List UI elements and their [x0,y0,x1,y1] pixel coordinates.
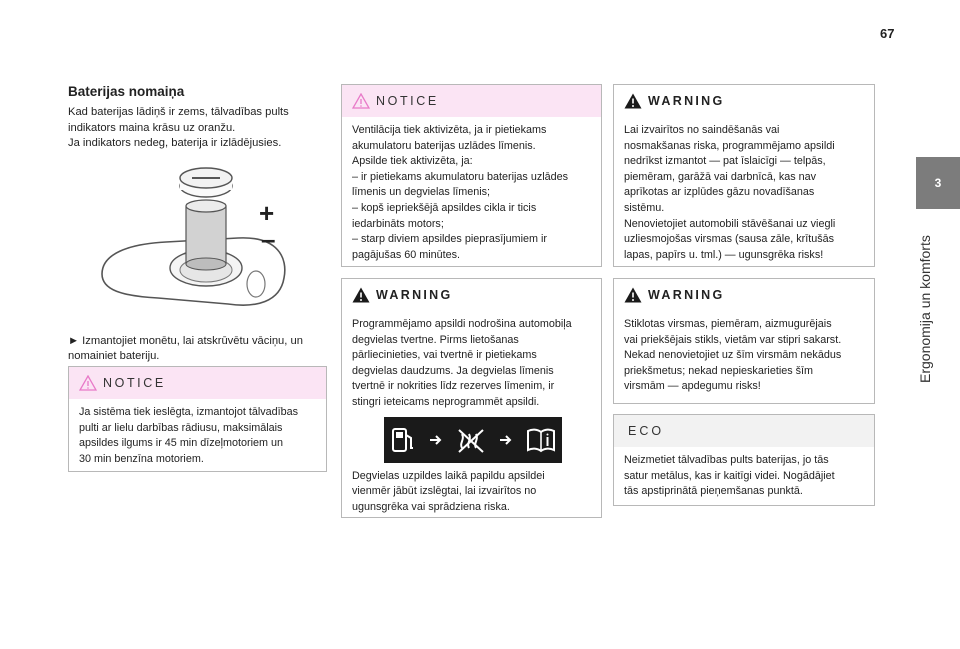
warning-text: Programmējamo apsildi nodrošina automobiļa degvielas tvertne. Pirms lietošanas pārliecinieties, vai tvertnē ir pietiekams degvielas daudzums. Ja degvielas līmenis tvertnē ir nokrities līdz rezerves līmenim, ir stingri ieteicams neprogrammēt apsildi. [352,318,572,408]
heating-off-icon [456,426,486,454]
arrow-icon [428,432,444,448]
battery-replacement-section [68,84,326,365]
notice-box-ventilation [341,84,602,267]
warning-triangle-icon [352,287,370,303]
fuel-pump-icon [390,426,416,454]
eco-box-battery-disposal [613,414,875,506]
manual-info-icon [526,427,556,453]
warning-box-garage [613,84,875,267]
eco-text: Neizmetiet tālvadības pults baterijas, jo tās satur metālus, kas ir kaitīgi videi. Nogādājiet tās apstiprinātā pieņemšanas punktā. [624,454,835,498]
warning-triangle-icon [624,93,642,109]
warning-box-glass [613,278,875,404]
notice-text: Ventilācija tiek aktivizēta, ja ir pietiekams akumulatoru baterijas uzlādes līmenis. Apsilde tiek aktivizēta, ja: – ir pietiekams akumulatoru baterijas uzlādes līmenis un degvielas līmenis; – kopš iepriekšējā apsildes cikla ir ticis iedarbināts motors; – starp diviem apsildes pieprasījumiem ir pagājušas 60 minūtes. [352,124,569,261]
warning-footer-text: Degvielas uzpildes laikā papildu apsildei vienmēr jābūt izslēgtai, lai izvairītos no ugunsgrēka vai sprādziena riska. [352,469,545,513]
warning-triangle-icon [624,287,642,303]
notice-title: NOTICE [103,376,166,390]
arrow-icon [498,432,514,448]
warning-header [614,85,874,117]
warning-header [614,279,874,311]
minus-symbol: – [261,223,276,254]
warning-text: Stiklotas virsmas, piemēram, aizmugurējais vai priekšējais stikls, vietām var stipri sakarst. Nekad nenovietojiet uz šīm virsmām nekādus priekšmetus; nekad nepieskarieties šīm virsmām — apdegumu risks! [624,318,842,393]
eco-header [614,415,874,447]
warning-title: WARNING [648,94,725,108]
notice-title: NOTICE [376,94,439,108]
notice-header [69,367,326,399]
notice-box-remote-range [68,366,327,472]
chapter-title: Ergonomija un komforts [917,235,933,383]
plus-symbol: + [259,197,275,228]
chapter-number: 3 [934,176,942,190]
battery-intro-text: Kad baterijas lādiņš ir zems, tālvadības pults indikators maina krāsu uz oranžu. Ja indikators nedeg, baterija ir izlādējusies. [68,106,289,149]
warning-header [342,279,601,311]
warning-title: WARNING [376,288,453,302]
eco-title: ECO [628,424,665,438]
section-title: Baterijas nomaiņa [68,84,185,99]
warning-box-fuel [341,278,602,518]
battery-instruction-text: ► Izmantojiet monētu, lai atskrūvētu vāciņu, un nomainiet bateriju. [68,334,303,362]
notice-triangle-icon [352,93,370,109]
chapter-tab[interactable] [916,157,960,209]
notice-text: Ja sistēma tiek ieslēgta, izmantojot tālvadības pulti ar lielu darbības rādiusu, maksimālais apsildes ilgums ir 45 min dīzeļmotoriem un 30 min benzīna motoriem. [79,406,299,465]
warning-title: WARNING [648,288,725,302]
warning-text: Lai izvairītos no saindēšanās vai nosmakšanas riska, programmējamo apsildi nedrīkst izmantot — pat īslaicīgi — telpās, piemēram, garāžā vai darbnīcā, kas nav aprīkotas ar izplūdes gāzu novadīšanas sistēmu. Nenovietojiet automobili stāvēšanai uz viegli uzliesmojošas virsmas (sausa zāle, krītušās lapas, papīrs u. tml.) — ugunsgrēka risks! [624,124,836,261]
refuelling-pictogram [384,417,562,463]
page-number: 67 [880,26,895,41]
notice-triangle-icon [79,375,97,391]
notice-header [342,85,601,117]
remote-battery-illustration [88,166,308,326]
